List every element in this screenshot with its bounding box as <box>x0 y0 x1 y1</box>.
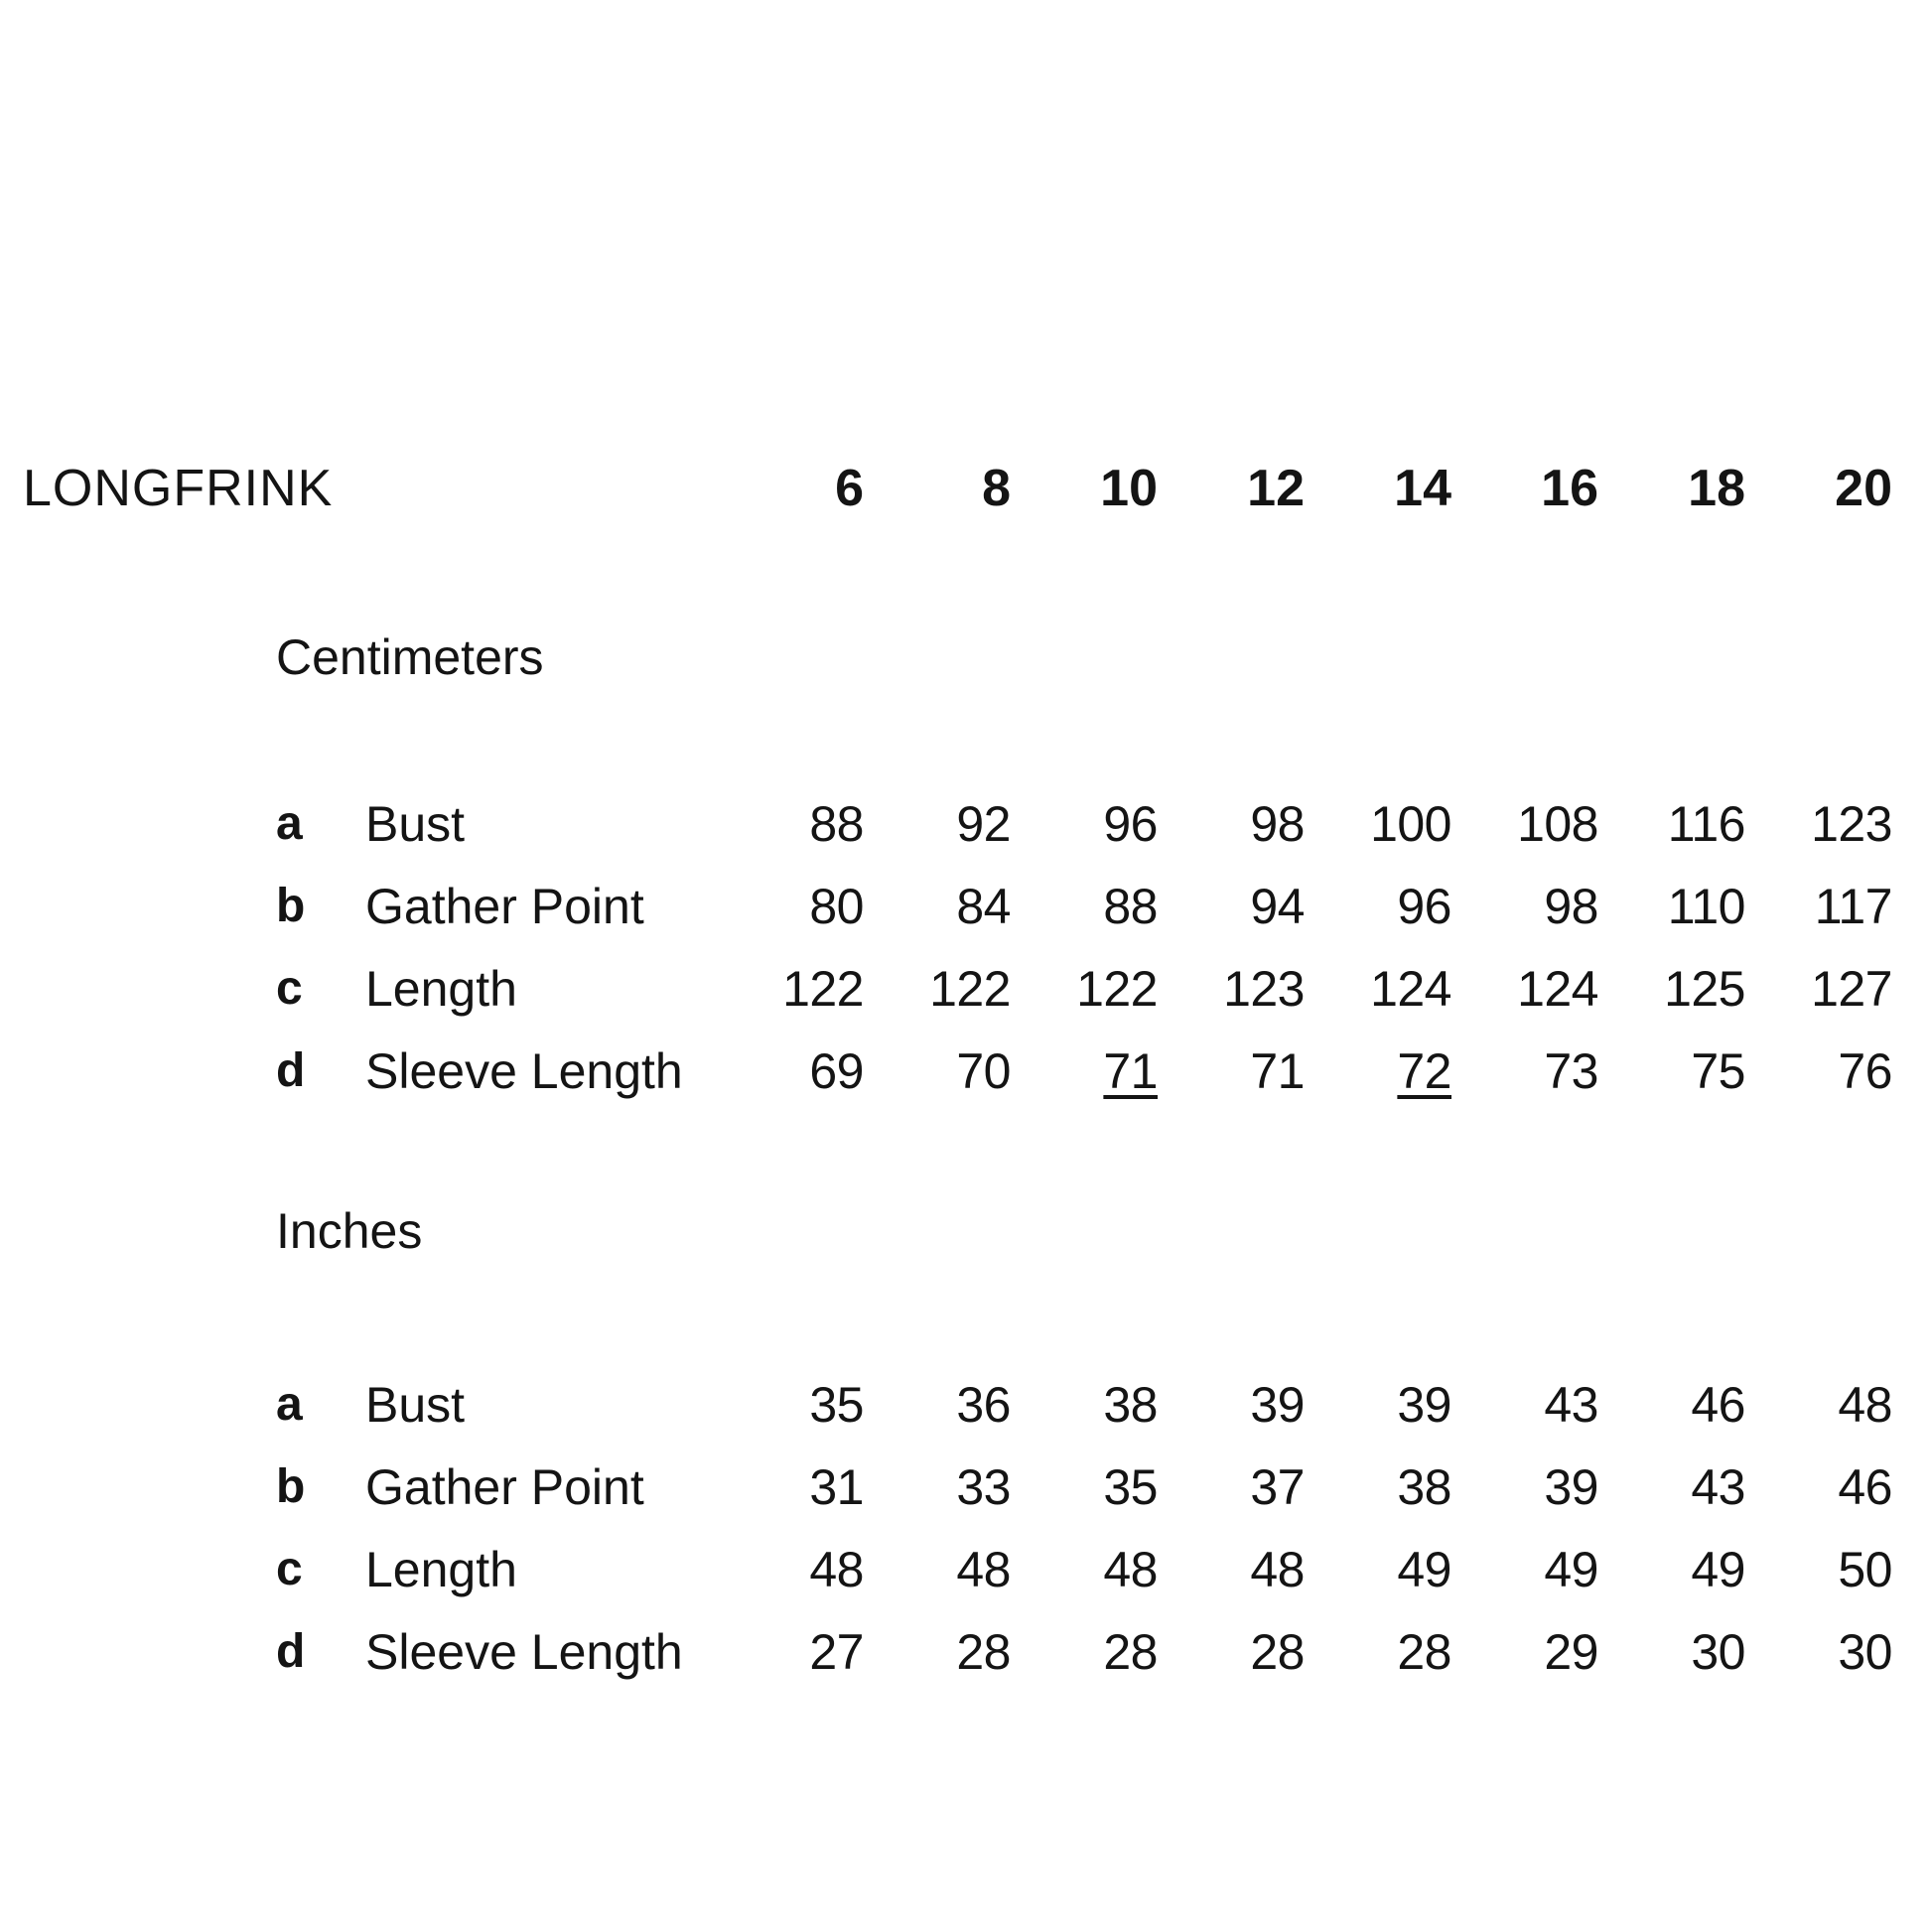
cell-value: 35 <box>1103 1458 1158 1515</box>
cell-value: 30 <box>1838 1623 1892 1680</box>
cell-value: 36 <box>956 1376 1011 1433</box>
cell-value: 49 <box>1691 1541 1745 1597</box>
row-label: Gather Point <box>365 1458 644 1515</box>
cell-value: 76 <box>1838 1042 1892 1099</box>
size-column-header-16: 16 <box>1541 459 1598 517</box>
cell-value: 75 <box>1691 1042 1745 1099</box>
cell-value: 38 <box>1397 1458 1451 1515</box>
cell-value: 48 <box>1838 1376 1892 1433</box>
size-column-header-10: 10 <box>1100 459 1158 517</box>
cell-value: 39 <box>1544 1458 1598 1515</box>
centimeters-section-label: Centimeters <box>276 628 544 685</box>
size-column-header-14: 14 <box>1394 459 1451 517</box>
cell-value: 69 <box>809 1042 864 1099</box>
cell-value: 27 <box>809 1623 864 1680</box>
row-key: c <box>276 962 303 1015</box>
size-header-row <box>0 447 1932 529</box>
inches-section-label: Inches <box>276 1202 423 1259</box>
row-label: Bust <box>365 1376 466 1433</box>
row-key: b <box>276 1460 306 1513</box>
table-row-in-sleeve-length <box>0 1610 1932 1693</box>
table-row-in-bust <box>0 1363 1932 1446</box>
row-label: Length <box>365 1541 517 1597</box>
cell-value: 94 <box>1250 878 1305 934</box>
row-key: c <box>276 1543 303 1595</box>
cell-value: 122 <box>1076 960 1158 1017</box>
row-key: b <box>276 880 306 932</box>
size-column-header-8: 8 <box>982 459 1011 517</box>
cell-value: 43 <box>1691 1458 1745 1515</box>
cell-value: 98 <box>1544 878 1598 934</box>
cell-value: 31 <box>809 1458 864 1515</box>
cell-value: 98 <box>1250 795 1305 852</box>
cell-value: 124 <box>1370 960 1451 1017</box>
row-label: Bust <box>365 795 466 852</box>
cell-value: 39 <box>1397 1376 1451 1433</box>
size-column-header-18: 18 <box>1688 459 1745 517</box>
cell-value: 117 <box>1814 878 1892 934</box>
cell-value: 28 <box>1103 1623 1158 1680</box>
cell-value: 84 <box>956 878 1011 934</box>
row-key: a <box>276 1378 303 1431</box>
cell-value: 88 <box>1103 878 1158 934</box>
page-title: LONGFRINK <box>23 459 334 517</box>
table-row-in-gather-point <box>0 1446 1932 1528</box>
cell-value: 88 <box>809 795 864 852</box>
cell-value: 48 <box>956 1541 1011 1597</box>
cell-value: 127 <box>1811 960 1892 1017</box>
cell-value: 33 <box>956 1458 1011 1515</box>
cell-value: 92 <box>956 795 1011 852</box>
cell-value: 46 <box>1838 1458 1892 1515</box>
cell-value: 122 <box>782 960 864 1017</box>
cell-value: 122 <box>929 960 1011 1017</box>
table-row-cm-bust <box>0 782 1932 865</box>
cell-value: 35 <box>809 1376 864 1433</box>
size-column-header-20: 20 <box>1835 459 1892 517</box>
cell-value: 124 <box>1517 960 1598 1017</box>
cell-value: 50 <box>1838 1541 1892 1597</box>
cell-value: 28 <box>1250 1623 1305 1680</box>
row-key: d <box>276 1625 306 1678</box>
table-row-in-length <box>0 1528 1932 1610</box>
cell-value: 48 <box>1103 1541 1158 1597</box>
cell-value: 30 <box>1691 1623 1745 1680</box>
cell-value: 39 <box>1250 1376 1305 1433</box>
table-row-cm-sleeve-length <box>0 1030 1932 1112</box>
cell-value: 43 <box>1544 1376 1598 1433</box>
size-column-header-6: 6 <box>835 459 864 517</box>
cell-value: 116 <box>1667 795 1745 852</box>
cell-value: 71 <box>1250 1042 1305 1099</box>
cell-value: 38 <box>1103 1376 1158 1433</box>
cell-value: 46 <box>1691 1376 1745 1433</box>
cell-value: 48 <box>1250 1541 1305 1597</box>
row-key: d <box>276 1044 306 1097</box>
cell-value: 28 <box>1397 1623 1451 1680</box>
cell-value: 49 <box>1397 1541 1451 1597</box>
cell-value: 108 <box>1517 795 1598 852</box>
cell-value: 100 <box>1370 795 1451 852</box>
row-label: Gather Point <box>365 878 644 934</box>
row-label: Length <box>365 960 517 1017</box>
cell-value: 49 <box>1544 1541 1598 1597</box>
cell-value: 28 <box>956 1623 1011 1680</box>
cell-value: 123 <box>1811 795 1892 852</box>
cell-value: 29 <box>1544 1623 1598 1680</box>
cell-value: 110 <box>1667 878 1745 934</box>
row-label: Sleeve Length <box>365 1042 683 1099</box>
cell-value: 96 <box>1397 878 1451 934</box>
inches-section-header-row <box>0 1189 1932 1272</box>
centimeters-section-header-row <box>0 616 1932 698</box>
cell-value: 48 <box>809 1541 864 1597</box>
cell-value: 125 <box>1664 960 1745 1017</box>
cell-value: 70 <box>956 1042 1011 1099</box>
row-label: Sleeve Length <box>365 1623 683 1680</box>
cell-value-underlined: 72 <box>1397 1042 1451 1099</box>
cell-value: 96 <box>1103 795 1158 852</box>
row-key: a <box>276 797 303 850</box>
cell-value: 73 <box>1544 1042 1598 1099</box>
cell-value-underlined: 71 <box>1103 1042 1158 1099</box>
size-column-header-12: 12 <box>1247 459 1305 517</box>
table-row-cm-gather-point <box>0 865 1932 947</box>
cell-value: 37 <box>1250 1458 1305 1515</box>
table-row-cm-length <box>0 947 1932 1030</box>
cell-value: 123 <box>1223 960 1305 1017</box>
cell-value: 80 <box>809 878 864 934</box>
